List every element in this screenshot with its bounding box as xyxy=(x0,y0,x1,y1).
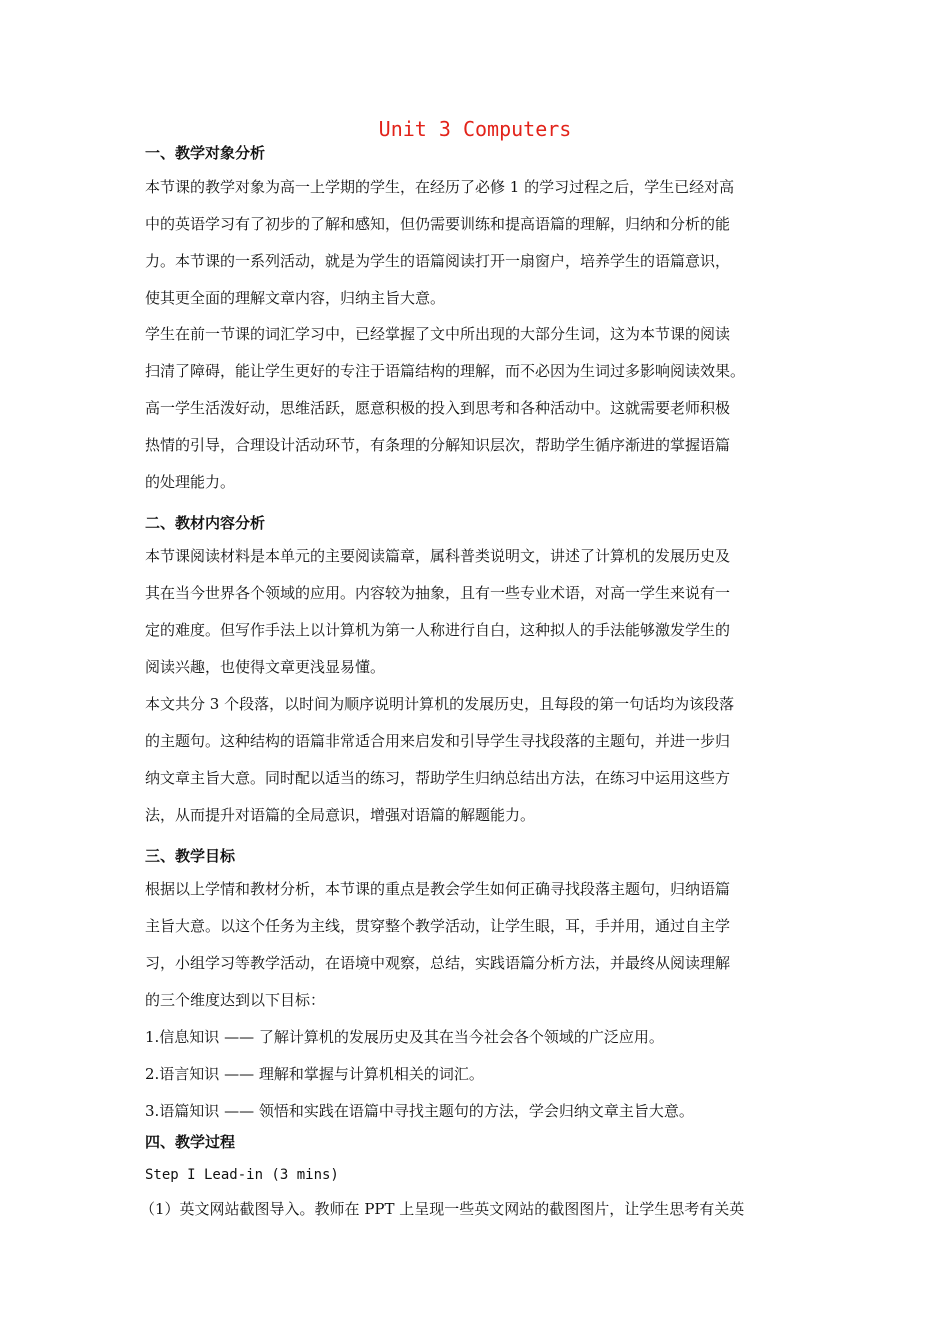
section-heading: 四、教学过程 xyxy=(145,1133,236,1151)
paragraph-line: 的主题句。这种结构的语篇非常适合用来启发和引导学生寻找段落的主题句，并进一步归 xyxy=(145,732,731,750)
paragraph-line: 主旨大意。以这个任务为主线，贯穿整个教学活动，让学生眼，耳，手并用，通过自主学 xyxy=(145,917,731,935)
step-heading: Step I Lead-in (3 mins) xyxy=(145,1167,339,1183)
document-title: Unit 3 Computers xyxy=(378,117,572,141)
paragraph-line: 使其更全面的理解文章内容，归纳主旨大意。 xyxy=(145,289,446,307)
paragraph-line: 热情的引导，合理设计活动环节，有条理的分解知识层次，帮助学生循序渐进的掌握语篇 xyxy=(145,436,731,454)
goal-item: 1.信息知识 —— 了解计算机的发展历史及其在当今社会各个领域的广泛应用。 xyxy=(145,1028,664,1046)
section-heading: 一、教学对象分析 xyxy=(145,144,266,162)
paragraph-line: 本节课的教学对象为高一上学期的学生，在经历了必修 1 的学习过程之后，学生已经对高 xyxy=(145,178,735,196)
paragraph-line: 习，小组学习等教学活动，在语境中观察，总结，实践语篇分析方法，并最终从阅读理解 xyxy=(145,954,731,972)
paragraph-line: 法，从而提升对语篇的全局意识，增强对语篇的解题能力。 xyxy=(145,806,536,824)
section-heading: 二、教材内容分析 xyxy=(145,514,266,532)
paragraph-line: 学生在前一节课的词汇学习中，已经掌握了文中所出现的大部分生词，这为本节课的阅读 xyxy=(145,325,731,343)
goal-item: 2.语言知识 —— 理解和掌握与计算机相关的词汇。 xyxy=(145,1065,484,1083)
paragraph-line: 扫清了障碍，能让学生更好的专注于语篇结构的理解，而不必因为生词过多影响阅读效果。 xyxy=(145,362,746,380)
paragraph-line: 的处理能力。 xyxy=(145,473,236,491)
paragraph-line: 本文共分 3 个段落，以时间为顺序说明计算机的发展历史，且每段的第一句话均为该段落 xyxy=(145,695,735,713)
paragraph-line: 本节课阅读材料是本单元的主要阅读篇章，属科普类说明文，讲述了计算机的发展历史及 xyxy=(145,547,731,565)
paragraph-line: 纳文章主旨大意。同时配以适当的练习，帮助学生归纳总结出方法，在练习中运用这些方 xyxy=(145,769,731,787)
paragraph-line: 的三个维度达到以下目标： xyxy=(145,991,326,1009)
paragraph-line: 高一学生活泼好动，思维活跃，愿意积极的投入到思考和各种活动中。这就需要老师积极 xyxy=(145,399,731,417)
paragraph-line: 中的英语学习有了初步的了解和感知，但仍需要训练和提高语篇的理解，归纳和分析的能 xyxy=(145,215,731,233)
paragraph-line: 其在当今世界各个领域的应用。内容较为抽象，且有一些专业术语，对高一学生来说有一 xyxy=(145,584,731,602)
paragraph-line: 根据以上学情和教材分析，本节课的重点是教会学生如何正确寻找段落主题句，归纳语篇 xyxy=(145,880,731,898)
section-heading: 三、教学目标 xyxy=(145,847,236,865)
paragraph-line: 定的难度。但写作手法上以计算机为第一人称进行自白，这种拟人的手法能够激发学生的 xyxy=(145,621,731,639)
goal-item: 3.语篇知识 —— 领悟和实践在语篇中寻找主题句的方法，学会归纳文章主旨大意。 xyxy=(145,1102,694,1120)
paragraph-line: （1）英文网站截图导入。教师在 PPT 上呈现一些英文网站的截图图片，让学生思考有关英 xyxy=(140,1200,745,1218)
paragraph-line: 力。本节课的一系列活动，就是为学生的语篇阅读打开一扇窗户，培养学生的语篇意识， xyxy=(145,252,731,270)
paragraph-line: 阅读兴趣，也使得文章更浅显易懂。 xyxy=(145,658,386,676)
